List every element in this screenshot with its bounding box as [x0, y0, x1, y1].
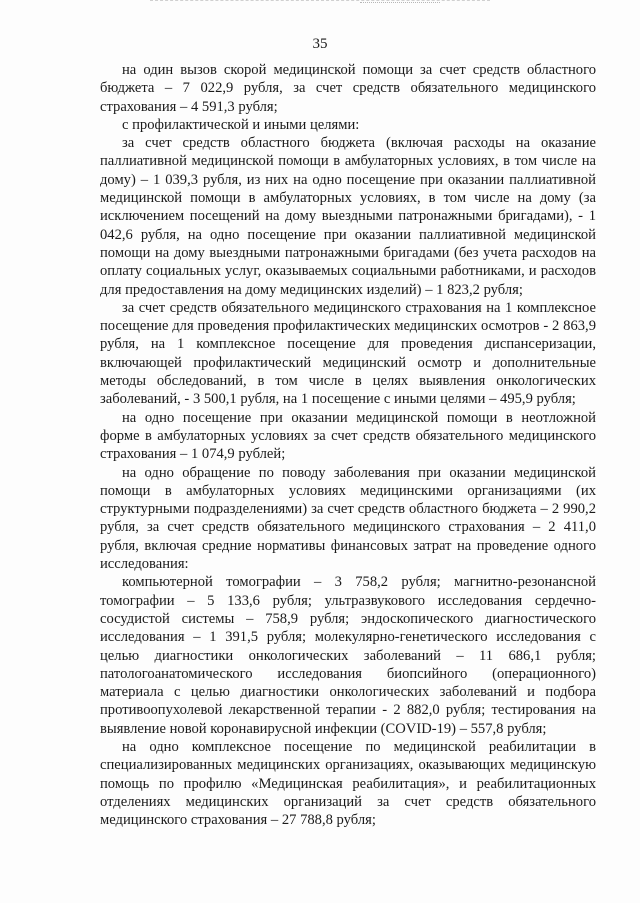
paragraph-urgent-care-visit: на одно посещение при оказании медицинской помощи в неотложной форме в амбулаторных условиях за счет средств обязательного медицинского страхования – 1 074,9 рублей;	[100, 409, 596, 463]
paragraph-diagnostic-studies: компьютерной томографии – 3 758,2 рубля; магнитно-резонансной томографии – 5 133,6 рубля; ультразвукового исследования сердечно-сосудистой системы – 758,9 рубля; эндоскопического диагностического исследования – 1 391,5 рубля; молекулярно-генетического исследования с целью диагностики онкологических заболеваний – 11 686,1 рубля; патологоанатомического исследования биопсийного (операционного) материала с целью диагностики онкологических заболеваний и подбора противоопухолевой лекарственной терапии - 2 882,0 рубля; тестирования на выявление новой коронавирусной инфекции (COVID-19) – 557,8 рубля;	[100, 574, 596, 737]
page-number: 35	[312, 36, 328, 52]
scan-artifact-line	[360, 2, 440, 9]
paragraph-regional-budget-visits: за счет средств областного бюджета (включая расходы на оказание паллиативной медицинской помощи в амбулаторных условиях, в том числе на дому) – 1 039,3 рубля, из них на одно посещение при оказании паллиативной медицинской помощи в амбулаторных условиях, в том числе на дому (за исключением посещений на дому выездными патронажными бригадами), - 1 042,6 рубля, на одно посещение при оказании паллиативной медицинской помощи на дому выездными патронажными бригадами (без учета расходов на оплату социальных услуг, оказываемых социальными работниками, и расходов для предоставления на дому медицинских изделий) – 1 823,2 рубля;	[100, 135, 596, 298]
paragraph-disease-treatment-appeal: на одно обращение по поводу заболевания при оказании медицинской помощи в амбулаторных условиях медицинскими организациями (их структурными подразделениями) за счет средств областного бюджета – 2 990,2 рубля, за счет средств обязательного медицинского страхования – 2 411,0 рубля, включая средние нормативы финансовых затрат на проведение одного исследования:	[100, 464, 596, 573]
paragraph-oms-complex-visits: за счет средств обязательного медицинского страхования на 1 комплексное посещение для проведения профилактических медицинских осмотров - 2 863,9 рубля, на 1 комплексное посещение для проведения диспансеризации, включающей профилактический медицинский осмотр и дополнительные методы обследований, в том числе в целях выявления онкологических заболеваний, - 3 500,1 рубля, на 1 посещение с иными целями – 495,9 рубля;	[100, 299, 596, 408]
paragraph-preventive-heading: с профилактической и иными целями:	[122, 116, 360, 133]
paragraph-ambulance-call: на один вызов скорой медицинской помощи за счет средств областного бюджета – 7 022,9 рубля, за счет средств обязательного медицинского страхования – 4 591,3 рубля;	[100, 62, 596, 115]
paragraph-medical-rehabilitation: на одно комплексное посещение по медицинской реабилитации в специализированных медицинских организациях, оказывающих медицинскую помощь по профилю «Медицинская реабилитация», и реабилитационных отделениях медицинских организаций за счет средств обязательного медицинского страхования – 27 788,8 рубля;	[100, 738, 596, 829]
document-body	[100, 61, 596, 829]
